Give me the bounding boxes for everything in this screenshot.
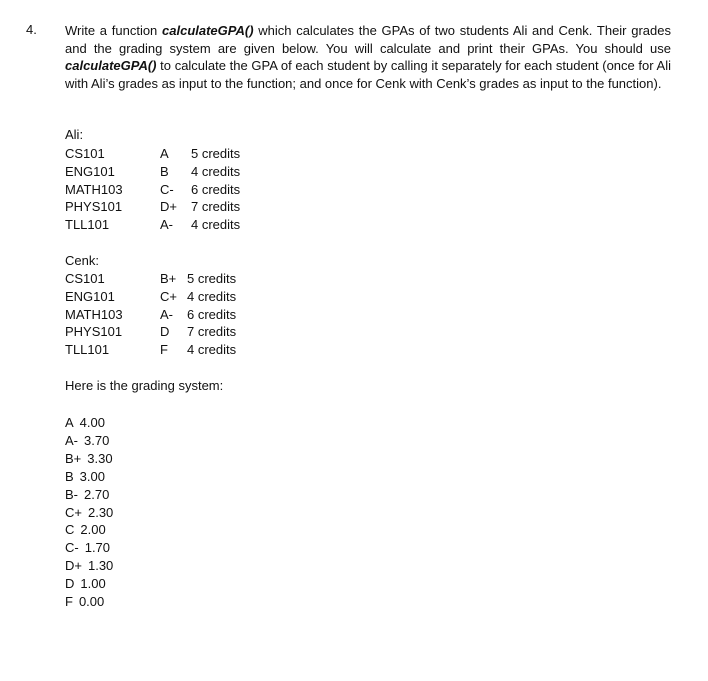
course-credits: 5 credits xyxy=(191,146,241,161)
course-grade: A xyxy=(160,146,169,161)
scale-value: 4.00 xyxy=(79,415,105,430)
question-intro-1: Write a function xyxy=(65,23,163,38)
question-number: 4. xyxy=(26,22,37,37)
course-grade: F xyxy=(160,342,168,358)
scale-grade: C xyxy=(65,522,75,538)
function-name-1: calculateGPA() xyxy=(162,23,254,38)
grading-label: Here is the grading system: xyxy=(65,378,224,393)
course-row xyxy=(65,145,265,163)
function-name-2: calculateGPA() xyxy=(65,58,157,74)
course-row xyxy=(65,270,265,288)
course-grade: C+ xyxy=(160,288,177,304)
scale-grade: C+ xyxy=(65,504,82,520)
grade-scale-row xyxy=(65,486,109,504)
course-code: TLL101 xyxy=(65,342,110,358)
scale-grade: B xyxy=(65,468,74,484)
course-code: CS101 xyxy=(65,271,105,286)
course-row xyxy=(65,163,265,181)
grade-scale-row xyxy=(65,450,113,468)
course-row xyxy=(65,341,265,359)
scale-grade: D xyxy=(65,576,75,592)
grade-scale-row xyxy=(65,504,113,522)
scale-grade: B- xyxy=(65,486,78,502)
course-credits: 7 credits xyxy=(191,199,241,215)
question-text xyxy=(65,22,671,92)
scale-value: 2.00 xyxy=(80,522,106,538)
scale-value: 1.30 xyxy=(87,558,114,574)
course-credits: 4 credits xyxy=(191,163,241,179)
course-grade: C- xyxy=(160,181,174,197)
course-row xyxy=(65,306,265,324)
grade-scale-row xyxy=(65,468,105,486)
course-credits: 4 credits xyxy=(187,342,237,358)
course-grade: B+ xyxy=(160,271,177,286)
question-intro-2: which calculates the GPAs of two students Ali and Cenk. Their grades and the grading system are given below. You will calculate and print their GPAs. You should use xyxy=(65,23,671,56)
course-grade: B xyxy=(160,163,169,179)
scale-grade: A xyxy=(65,415,74,430)
grade-scale-row xyxy=(65,575,106,593)
grade-scale-row xyxy=(65,539,110,557)
scale-value: 1.00 xyxy=(80,576,106,592)
ali-label: Ali: xyxy=(65,127,84,142)
grade-scale-row xyxy=(65,521,106,539)
course-code: MATH103 xyxy=(65,306,123,322)
scale-grade: C- xyxy=(65,540,79,556)
cenk-label: Cenk: xyxy=(65,253,99,268)
grade-scale-row xyxy=(65,557,113,575)
course-credits: 7 credits xyxy=(187,324,237,340)
course-code: PHYS101 xyxy=(65,199,123,215)
course-grade: A- xyxy=(160,217,173,233)
scale-value: 2.30 xyxy=(87,504,114,520)
scale-grade: B+ xyxy=(65,450,82,466)
course-grade: D+ xyxy=(160,199,177,215)
question-intro-3: to calculate the GPA of each student by calling it separately for each student (once for Ali with Ali’s grades as input to the function; and once for Cenk with Cenk’s grades as input to the function). xyxy=(65,58,671,91)
course-code: MATH103 xyxy=(65,181,123,197)
scale-value: 0.00 xyxy=(78,594,105,609)
scale-value: 2.70 xyxy=(84,486,110,502)
course-row xyxy=(65,181,265,199)
course-row xyxy=(65,323,265,341)
course-code: PHYS101 xyxy=(65,324,123,340)
course-credits: 6 credits xyxy=(187,306,237,322)
grade-scale-row xyxy=(65,414,105,432)
course-credits: 6 credits xyxy=(191,181,241,197)
course-row xyxy=(65,198,265,216)
course-credits: 4 credits xyxy=(191,217,241,233)
scale-grade: F xyxy=(65,594,73,609)
scale-value: 3.30 xyxy=(87,450,113,466)
scale-value: 3.70 xyxy=(84,432,110,448)
course-grade: D xyxy=(160,324,170,340)
course-row xyxy=(65,288,265,306)
scale-grade: D+ xyxy=(65,558,82,574)
course-credits: 5 credits xyxy=(187,271,237,286)
scale-value: 3.00 xyxy=(79,468,105,484)
course-row xyxy=(65,216,265,234)
grade-scale-row xyxy=(65,593,104,611)
scale-value: 1.70 xyxy=(84,540,111,556)
scale-grade: A- xyxy=(65,432,78,448)
course-grade: A- xyxy=(160,306,173,322)
course-code: ENG101 xyxy=(65,163,115,179)
grade-scale-row xyxy=(65,432,109,450)
course-code: CS101 xyxy=(65,146,105,161)
course-code: TLL101 xyxy=(65,217,110,233)
course-code: ENG101 xyxy=(65,288,115,304)
course-credits: 4 credits xyxy=(187,288,237,304)
